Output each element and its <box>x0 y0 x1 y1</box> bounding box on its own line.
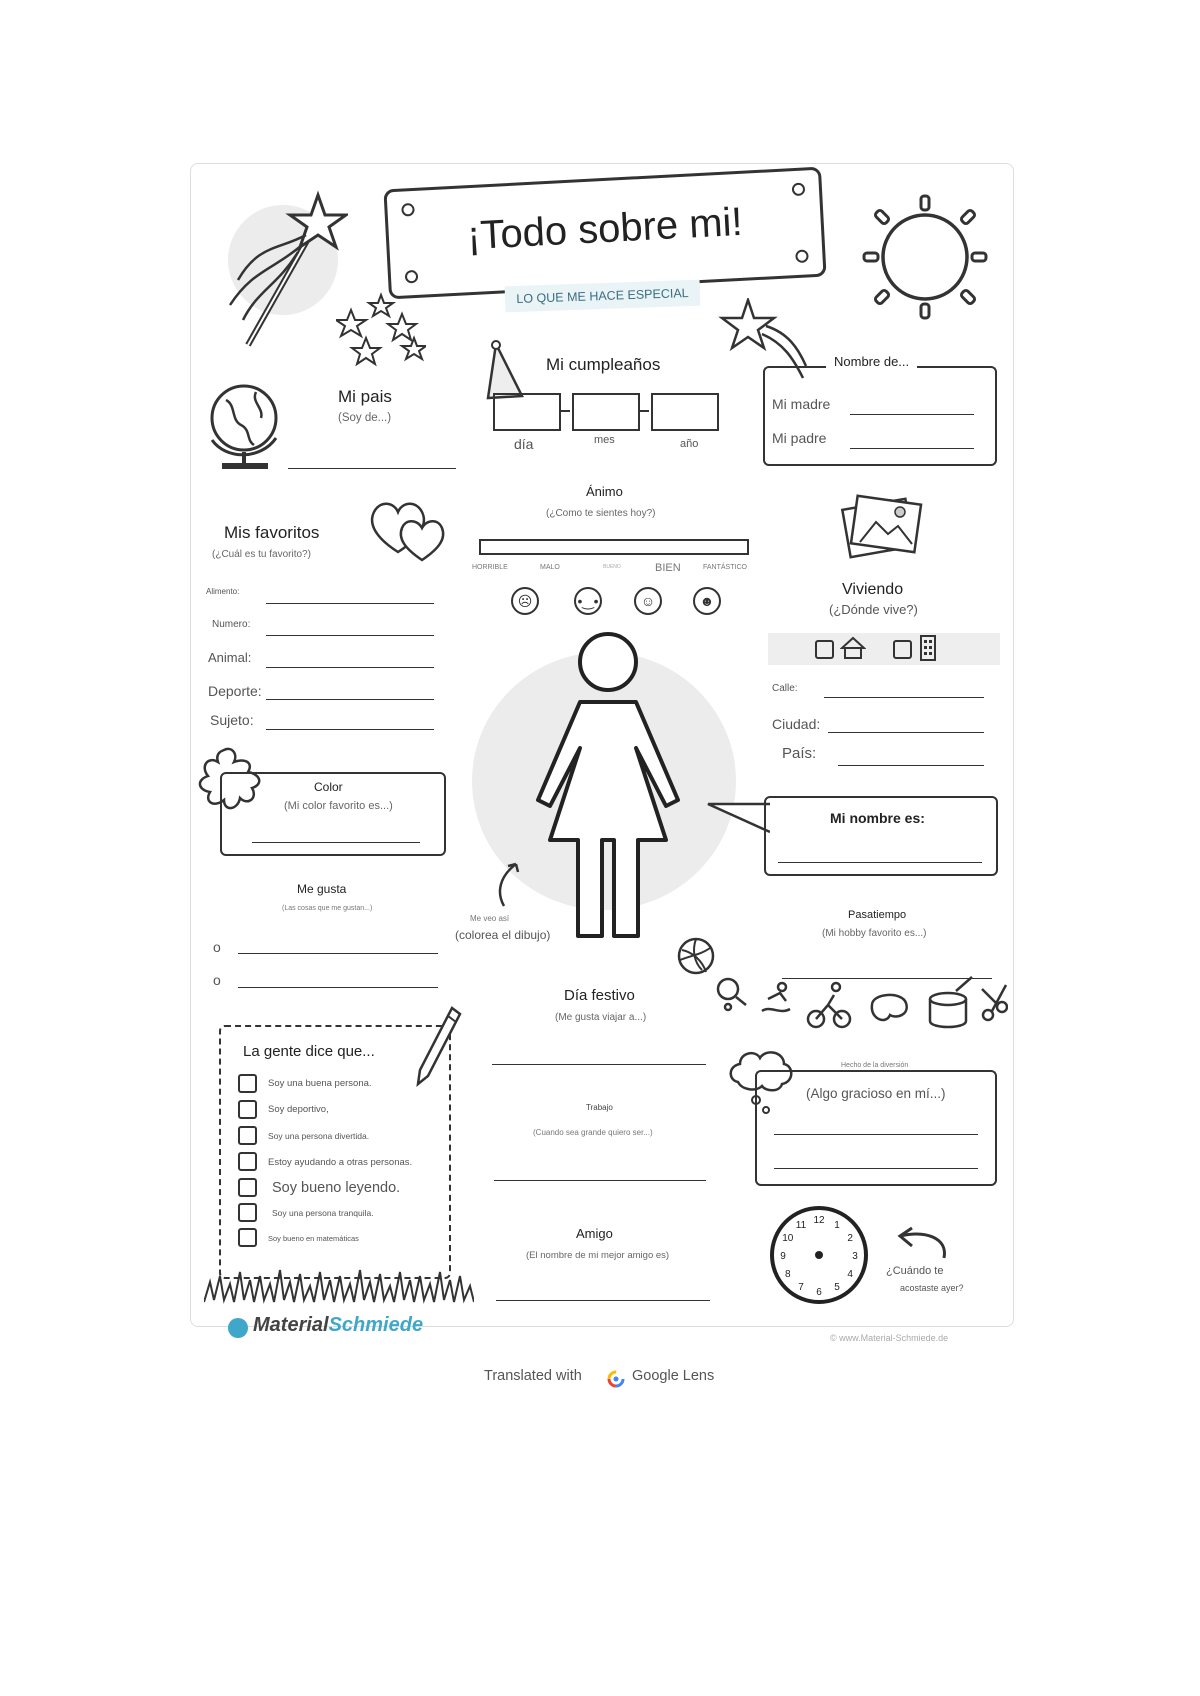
person-figure-icon[interactable] <box>528 630 688 940</box>
holiday-answer-line[interactable] <box>492 1064 706 1065</box>
screw-icon <box>405 270 419 284</box>
clock-number: 3 <box>852 1251 858 1262</box>
parents-box <box>763 366 997 466</box>
clock-number: 8 <box>785 1269 791 1280</box>
holiday-heading: Día festivo <box>564 987 635 1004</box>
undo-arrow-icon <box>896 1218 956 1262</box>
clock-number: 11 <box>795 1219 807 1231</box>
name-answer-line[interactable] <box>778 862 982 863</box>
holiday-hint: (Me gusta viajar a...) <box>555 1012 647 1023</box>
google-lens-label: Google Lens <box>632 1368 715 1384</box>
country-heading: Mi pais <box>338 387 392 406</box>
people-item-6: Soy una persona tranquila. <box>272 1208 374 1218</box>
stars-icon <box>336 292 426 368</box>
parents-heading: Nombre de... <box>826 354 917 369</box>
people-item-3: Soy una persona divertida. <box>268 1131 370 1141</box>
bedtime-label-2: acostaste ayer? <box>900 1283 964 1293</box>
screw-icon <box>795 249 809 263</box>
street-label: Calle: <box>772 683 798 694</box>
fun-fact-heading: Hecho de la diversión <box>835 1062 914 1069</box>
arrow-up-icon <box>494 856 528 910</box>
city-line[interactable] <box>828 732 984 733</box>
work-answer-line[interactable] <box>494 1180 706 1181</box>
house-checkbox[interactable] <box>815 640 834 659</box>
people-checkbox-4[interactable] <box>238 1152 257 1171</box>
living-hint: (¿Dónde vive?) <box>829 602 918 617</box>
birthday-month-label: mes <box>594 434 615 446</box>
screw-icon <box>792 182 806 196</box>
friend-answer-line[interactable] <box>496 1300 710 1301</box>
volleyball-icon <box>676 936 716 976</box>
people-checkbox-6[interactable] <box>238 1203 257 1222</box>
hobby-icons <box>716 975 1008 1037</box>
brand-logo-icon <box>228 1318 248 1338</box>
city-label: Ciudad: <box>772 716 821 732</box>
friend-heading: Amigo <box>576 1226 613 1241</box>
copyright: © www.Material-Schmiede.de <box>830 1333 949 1343</box>
country-answer-line[interactable] <box>288 468 456 469</box>
name-box <box>764 796 998 876</box>
mood-scale-bar[interactable] <box>479 539 749 555</box>
very-sad-face-icon[interactable]: ☹ <box>511 587 539 615</box>
birthday-link <box>560 410 570 412</box>
work-heading: Trabajo <box>586 1103 613 1112</box>
happy-face-icon[interactable]: ☻ <box>693 587 721 615</box>
fun-fact-hint: (Algo gracioso en mí...) <box>806 1086 946 1101</box>
clock-number: 1 <box>834 1219 840 1231</box>
clock-number: 4 <box>847 1269 853 1280</box>
brand-name-part2: Schmiede <box>328 1314 424 1336</box>
swimming-icon <box>762 983 790 1011</box>
people-checkbox-5[interactable] <box>238 1178 257 1197</box>
people-item-7: Soy bueno en matemáticas <box>268 1234 359 1243</box>
apartment-checkbox[interactable] <box>893 640 912 659</box>
clock-number: 9 <box>780 1251 786 1262</box>
likes-bullet-1: o <box>213 939 221 955</box>
mother-answer-line[interactable] <box>850 414 974 415</box>
mood-scale-fantastico: FANTÁSTICO <box>703 564 747 571</box>
people-heading: La gente dice que... <box>243 1043 375 1060</box>
people-checkbox-7[interactable] <box>238 1228 257 1247</box>
clock-number: 5 <box>834 1282 840 1294</box>
birthday-day-box[interactable] <box>493 393 561 431</box>
clock-number: 12 <box>813 1215 825 1226</box>
ping-pong-icon <box>718 979 738 999</box>
name-heading: Mi nombre es: <box>830 810 925 826</box>
fav-subject-line[interactable] <box>266 729 434 730</box>
fav-number-label: Numero: <box>212 619 251 630</box>
portrait-label: Me veo así <box>470 914 510 923</box>
mood-scale-bueno: BUENO <box>603 564 621 570</box>
clock-number: 10 <box>782 1233 794 1244</box>
people-checkbox-2[interactable] <box>238 1100 257 1119</box>
country-line[interactable] <box>838 765 984 766</box>
clock-icon[interactable] <box>768 1204 870 1306</box>
fav-sport-label: Deporte: <box>208 683 262 699</box>
clock-number: 2 <box>847 1233 853 1244</box>
brand-name <box>253 1314 423 1337</box>
hearts-icon <box>368 500 450 564</box>
clock-number: 7 <box>798 1282 804 1294</box>
fav-food-line[interactable] <box>266 603 434 604</box>
fav-number-line[interactable] <box>266 635 434 636</box>
clock-number: 6 <box>816 1287 822 1298</box>
hobby-hint: (Mi hobby favorito es...) <box>822 928 927 939</box>
fav-sport-line[interactable] <box>266 699 434 700</box>
color-answer-line[interactable] <box>252 842 420 843</box>
brand-name-part1: Material <box>253 1314 329 1336</box>
work-hint: (Cuando sea grande quiero ser...) <box>533 1128 653 1137</box>
fav-subject-label: Sujeto: <box>210 712 254 728</box>
birthday-year-box[interactable] <box>651 393 719 431</box>
grass-icon <box>204 1262 474 1306</box>
birthday-day-label: día <box>514 436 534 452</box>
smile-face-icon[interactable]: ☺ <box>634 587 662 615</box>
country-label: País: <box>782 745 817 762</box>
drum-icon <box>930 993 966 1005</box>
birthday-year-label: año <box>680 438 699 450</box>
fav-animal-line[interactable] <box>266 667 434 668</box>
mood-scale-bien: BIEN <box>655 562 681 574</box>
scissors-icon <box>983 1010 993 1020</box>
birthday-link <box>639 410 649 412</box>
color-hint: (Mi color favorito es...) <box>284 800 393 812</box>
unsure-face-icon[interactable]: •‿• <box>574 587 602 615</box>
father-answer-line[interactable] <box>850 448 974 449</box>
mother-label: Mi madre <box>772 396 831 412</box>
country-hint: (Soy de...) <box>338 412 392 424</box>
screw-icon <box>401 203 415 217</box>
friend-hint: (El nombre de mi mejor amigo es) <box>526 1250 670 1261</box>
fav-animal-label: Animal: <box>208 650 252 665</box>
favorites-hint: (¿Cuál es tu favorito?) <box>212 549 311 560</box>
birthday-heading: Mi cumpleaños <box>546 355 661 374</box>
father-label: Mi padre <box>772 430 827 446</box>
globe-icon <box>206 380 286 472</box>
mood-scale-malo: MALO <box>540 564 560 571</box>
translated-with-label: Translated with <box>484 1368 582 1384</box>
mood-hint: (¿Como te sientes hoy?) <box>546 508 656 519</box>
speech-pointer <box>706 796 770 836</box>
people-checkbox-3[interactable] <box>238 1126 257 1145</box>
living-heading: Viviendo <box>842 581 904 598</box>
likes-line-2[interactable] <box>238 987 438 988</box>
fav-food-label: Alimento: <box>206 587 240 596</box>
people-item-2: Soy deportivo, <box>268 1104 329 1115</box>
bedtime-label-1: ¿Cuándo te <box>886 1265 944 1277</box>
likes-heading: Me gusta <box>297 882 347 896</box>
mood-heading: Ánimo <box>586 484 623 499</box>
living-type-bar <box>768 633 1000 665</box>
birthday-month-box[interactable] <box>572 393 640 431</box>
page-subtitle: LO QUE ME HACE ESPECIAL <box>505 280 701 313</box>
street-line[interactable] <box>824 697 984 698</box>
portrait-hint: (colorea el dibujo) <box>455 928 551 942</box>
title-plate <box>383 167 826 300</box>
mood-scale-horrible: HORRIBLE <box>472 564 508 571</box>
likes-hint: (Las cosas que me gustan...) <box>282 905 373 912</box>
google-lens-icon <box>606 1369 626 1389</box>
page-title: ¡Todo sobre mi! <box>465 199 744 259</box>
photos-icon <box>836 490 926 562</box>
favorites-heading: Mis favoritos <box>224 523 320 542</box>
palette-icon <box>872 995 907 1020</box>
likes-bullet-2: o <box>213 972 221 988</box>
magic-wand-icon <box>218 190 348 350</box>
color-heading: Color <box>314 780 343 794</box>
fun-fact-line-2[interactable] <box>774 1168 978 1169</box>
apartment-building-icon <box>918 634 938 662</box>
people-item-1: Soy una buena persona. <box>268 1078 372 1089</box>
fun-fact-line-1[interactable] <box>774 1134 978 1135</box>
people-checkbox-1[interactable] <box>238 1074 257 1093</box>
people-item-5: Soy bueno leyendo. <box>272 1180 401 1196</box>
pencil-icon <box>412 1004 462 1088</box>
likes-line-1[interactable] <box>238 953 438 954</box>
house-icon <box>840 636 866 660</box>
people-item-4: Estoy ayudando a otras personas. <box>268 1157 413 1168</box>
hobby-heading: Pasatiempo <box>848 909 907 921</box>
sun-icon <box>860 192 990 322</box>
